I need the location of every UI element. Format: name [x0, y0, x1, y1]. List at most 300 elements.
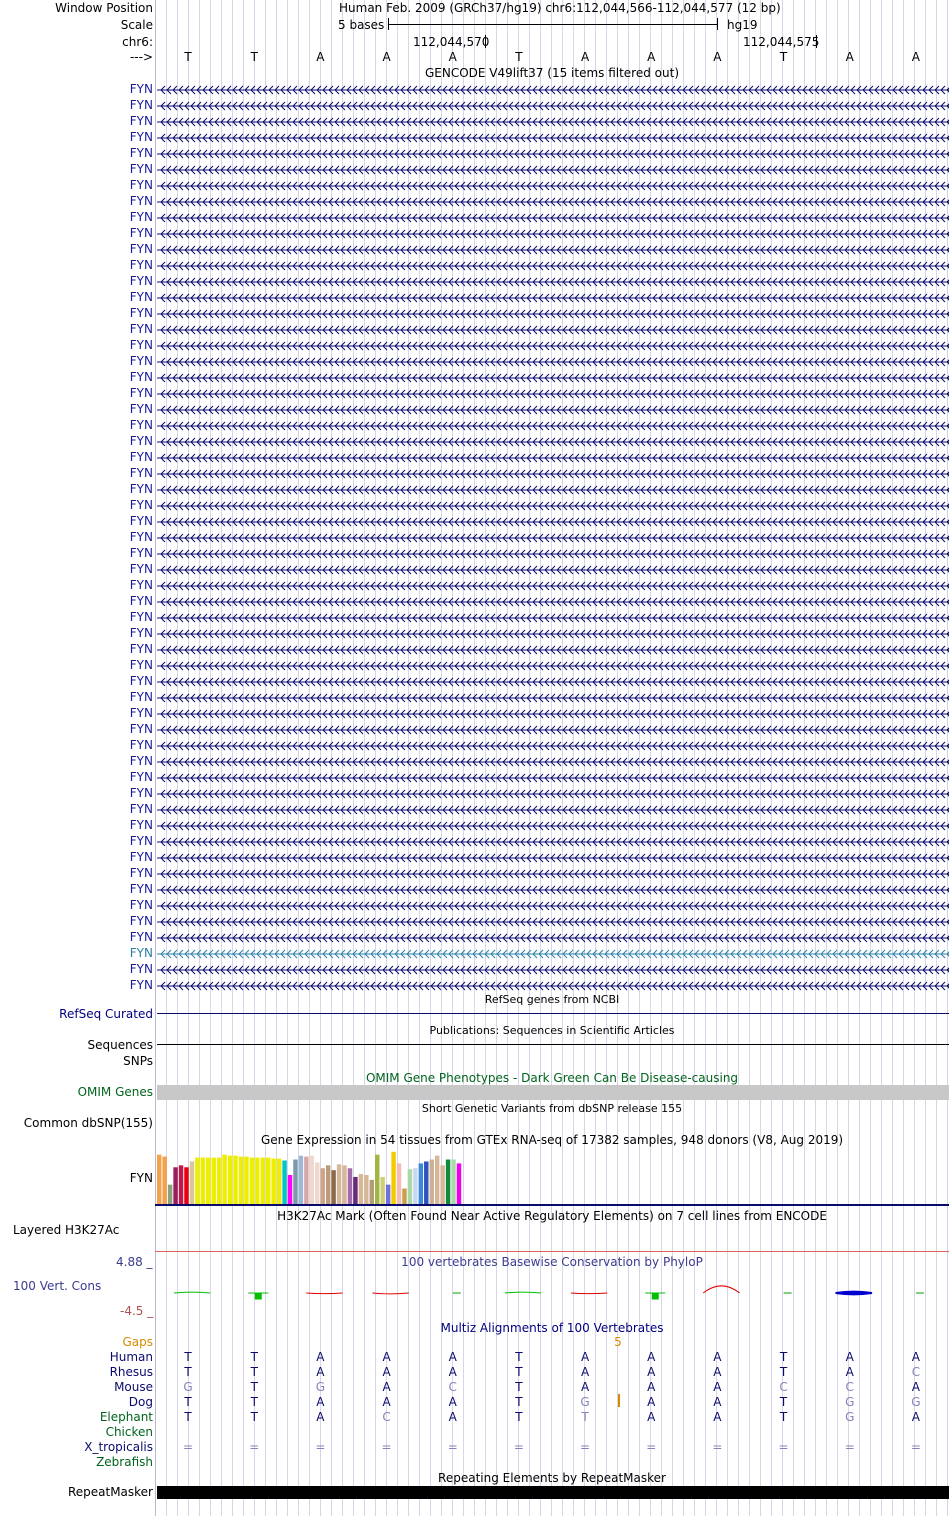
multiz-base: T — [515, 1380, 523, 1394]
gtex-tissue-bar[interactable] — [206, 1158, 210, 1204]
multiz-base: A — [713, 1395, 722, 1409]
multiz-base: A — [382, 1350, 391, 1364]
gencode-transcript[interactable] — [157, 517, 949, 527]
gtex-tissue-bar[interactable] — [321, 1168, 325, 1204]
scale-assembly: hg19 — [727, 18, 758, 32]
gtex-tissue-bar[interactable] — [255, 1158, 259, 1204]
multiz-base: G — [183, 1380, 193, 1394]
transcript-arrows — [157, 789, 949, 799]
gencode-gene-label[interactable]: FYN — [129, 370, 153, 384]
gencode-gene-label[interactable]: FYN — [129, 258, 153, 272]
gtex-tissue-bar[interactable] — [430, 1160, 434, 1204]
gtex-tissue-bar[interactable] — [440, 1165, 444, 1204]
gencode-transcript[interactable] — [157, 261, 949, 271]
gencode-gene-label[interactable]: FYN — [129, 146, 153, 160]
phylop-score-mark[interactable] — [505, 1292, 541, 1293]
gencode-gene-label[interactable]: FYN — [129, 770, 153, 784]
transcript-arrows — [157, 437, 949, 447]
phylop-score-mark[interactable] — [645, 1293, 665, 1299]
scale-bar-right-tick — [717, 18, 718, 30]
multiz-base: T — [779, 1365, 788, 1379]
omim-track-label[interactable]: OMIM Genes — [77, 1085, 153, 1099]
multiz-base: T — [250, 1395, 258, 1409]
gencode-transcript[interactable] — [157, 133, 949, 143]
gencode-gene-label[interactable]: FYN — [129, 834, 153, 848]
gencode-gene-label[interactable]: FYN — [129, 514, 153, 528]
multiz-base: T — [184, 1350, 192, 1364]
multiz-base: A — [316, 1365, 325, 1379]
gencode-transcript[interactable] — [157, 645, 949, 655]
gencode-gene-label[interactable]: FYN — [129, 338, 153, 352]
gtex-tissue-bar[interactable] — [424, 1161, 428, 1204]
gtex-tissue-bar[interactable] — [391, 1152, 395, 1204]
gencode-gene-label[interactable]: FYN — [129, 418, 153, 432]
gtex-tissue-bar[interactable] — [239, 1157, 243, 1204]
gencode-gene-label[interactable]: FYN — [129, 978, 153, 992]
transcript-arrows — [157, 901, 949, 911]
window-position-value: Human Feb. 2009 (GRCh37/hg19) chr6:112,044,566-112,044,577 (12 bp) — [339, 1, 781, 15]
multiz-base: T — [250, 1365, 258, 1379]
gencode-transcript[interactable] — [157, 421, 949, 431]
gencode-transcript[interactable] — [157, 725, 949, 735]
gtex-tissue-bar[interactable] — [413, 1168, 417, 1204]
gencode-transcript[interactable] — [157, 101, 949, 111]
gencode-transcript[interactable] — [157, 981, 949, 991]
window-position-label: Window Position — [55, 1, 153, 15]
gencode-transcript[interactable] — [157, 149, 949, 159]
gtex-tissue-bar[interactable] — [397, 1163, 401, 1204]
publications-track-title[interactable]: Publications: Sequences in Scientific Articles — [429, 1024, 675, 1037]
gtex-tissue-bar[interactable] — [277, 1159, 281, 1204]
transcript-arrows — [157, 645, 949, 655]
multiz-base: A — [845, 1365, 854, 1379]
multiz-species-label[interactable]: Elephant — [99, 1410, 153, 1424]
refseq-track-title[interactable]: RefSeq genes from NCBI — [484, 993, 620, 1006]
gencode-gene-label[interactable]: FYN — [129, 946, 153, 960]
gtex-tissue-bar[interactable] — [446, 1160, 450, 1204]
gtex-tissue-bar[interactable] — [244, 1157, 248, 1204]
gencode-gene-label[interactable]: FYN — [129, 82, 153, 96]
gtex-tissue-bar[interactable] — [451, 1160, 455, 1204]
gencode-transcript[interactable] — [157, 213, 949, 223]
gtex-tissue-bar[interactable] — [162, 1157, 166, 1204]
gtex-tissue-bar[interactable] — [364, 1175, 368, 1204]
multiz-base: = — [381, 1440, 392, 1454]
gtex-expression-chart[interactable] — [155, 1146, 949, 1206]
gencode-gene-label[interactable]: FYN — [129, 274, 153, 288]
multiz-base: T — [184, 1410, 192, 1424]
reference-base: A — [845, 50, 854, 64]
phylop-score-mark[interactable] — [836, 1292, 872, 1295]
gencode-transcript[interactable] — [157, 117, 949, 127]
phylop-track-title[interactable]: 100 vertebrates Basewise Conservation by PhyloP — [401, 1255, 703, 1269]
phylop-score-mark[interactable] — [703, 1286, 739, 1293]
gencode-gene-label[interactable]: FYN — [129, 178, 153, 192]
gencode-transcript[interactable] — [157, 309, 949, 319]
multiz-base: T — [184, 1395, 192, 1409]
multiz-base: A — [713, 1380, 722, 1394]
phylop-score-mark[interactable] — [372, 1293, 408, 1294]
phylop-score-mark[interactable] — [174, 1292, 210, 1293]
gencode-gene-label[interactable]: FYN — [129, 850, 153, 864]
gtex-tissue-bar[interactable] — [435, 1156, 439, 1204]
gencode-gene-label[interactable]: FYN — [129, 114, 153, 128]
gencode-gene-label[interactable]: FYN — [129, 866, 153, 880]
gtex-tissue-bar[interactable] — [222, 1155, 226, 1204]
gencode-transcript[interactable] — [157, 453, 949, 463]
multiz-base: A — [713, 1365, 722, 1379]
multiz-base: A — [580, 1365, 590, 1379]
reference-base: A — [316, 50, 325, 64]
multiz-base: G — [580, 1395, 590, 1409]
reference-base: A — [448, 50, 457, 64]
transcript-arrows — [157, 981, 949, 991]
multiz-species-label[interactable]: X_tropicalis — [84, 1440, 153, 1454]
gencode-gene-label[interactable]: FYN — [129, 450, 153, 464]
gencode-gene-label[interactable]: FYN — [129, 402, 153, 416]
repeatmasker-bar[interactable] — [157, 1486, 949, 1499]
reference-base: T — [779, 50, 788, 64]
gtex-tissue-bar[interactable] — [304, 1157, 308, 1204]
gencode-gene-label[interactable]: FYN — [129, 194, 153, 208]
gencode-transcript[interactable] — [157, 901, 949, 911]
gencode-transcript[interactable] — [157, 357, 949, 367]
transcript-arrows — [157, 869, 949, 879]
transcript-arrows — [157, 373, 949, 383]
multiz-base: G — [315, 1380, 326, 1394]
gtex-tissue-bar[interactable] — [212, 1158, 216, 1204]
gencode-transcript[interactable] — [157, 869, 949, 879]
transcript-arrows — [157, 629, 949, 639]
multiz-base: = — [844, 1440, 855, 1454]
gtex-tissue-bar[interactable] — [282, 1161, 286, 1205]
gencode-transcript[interactable] — [157, 437, 949, 447]
refseq-line[interactable] — [157, 1013, 949, 1014]
multiz-base: A — [845, 1350, 854, 1364]
gencode-gene-label[interactable]: FYN — [129, 498, 153, 512]
gencode-gene-label[interactable]: FYN — [129, 482, 153, 496]
publications-label-sequences[interactable]: Sequences — [87, 1038, 153, 1052]
transcript-arrows — [157, 405, 949, 415]
gencode-transcript[interactable] — [157, 773, 949, 783]
multiz-base: A — [713, 1410, 722, 1424]
gencode-transcript[interactable] — [157, 629, 949, 639]
gtex-tissue-bar[interactable] — [168, 1185, 172, 1204]
transcript-arrows — [157, 469, 949, 479]
multiz-species-label[interactable]: Mouse — [114, 1380, 153, 1394]
multiz-base: A — [911, 1350, 921, 1364]
gencode-gene-label[interactable]: FYN — [129, 738, 153, 752]
gtex-tissue-bar[interactable] — [315, 1162, 319, 1204]
multiz-base: A — [316, 1350, 325, 1364]
transcript-arrows — [157, 885, 949, 895]
gencode-transcript[interactable] — [157, 805, 949, 815]
phylop-conservation-chart[interactable] — [157, 1268, 949, 1318]
gencode-gene-label[interactable]: FYN — [129, 914, 153, 928]
dbsnp-track-label[interactable]: Common dbSNP(155) — [23, 1116, 153, 1130]
gtex-tissue-bar[interactable] — [419, 1163, 423, 1204]
phylop-score-mark[interactable] — [571, 1293, 607, 1294]
gtex-tissue-bar[interactable] — [331, 1170, 335, 1204]
gencode-transcript[interactable] — [157, 933, 949, 943]
multiz-species-label[interactable]: Zebrafish — [96, 1455, 153, 1469]
gencode-transcript[interactable] — [157, 581, 949, 591]
multiz-base: = — [513, 1440, 524, 1454]
gtex-tissue-bar[interactable] — [233, 1156, 237, 1204]
gencode-gene-label[interactable]: FYN — [129, 898, 153, 912]
repeatmasker-track-title[interactable]: Repeating Elements by RepeatMasker — [438, 1471, 666, 1485]
multiz-base: A — [911, 1380, 921, 1394]
gencode-transcript[interactable] — [157, 821, 949, 831]
multiz-base: A — [382, 1380, 391, 1394]
multiz-base: = — [580, 1440, 591, 1454]
gtex-tissue-bar[interactable] — [266, 1158, 270, 1204]
multiz-base: = — [910, 1440, 921, 1454]
gencode-gene-label[interactable]: FYN — [129, 754, 153, 768]
gencode-transcript[interactable] — [157, 693, 949, 703]
gencode-transcript[interactable] — [157, 837, 949, 847]
phylop-track-label[interactable]: 100 Vert. Cons — [13, 1279, 102, 1293]
gencode-track-title[interactable]: GENCODE V49lift37 (15 items filtered out) — [424, 66, 680, 80]
dbsnp-track-title[interactable]: Short Genetic Variants from dbSNP release 155 — [421, 1102, 683, 1115]
gencode-gene-label[interactable]: FYN — [129, 162, 153, 176]
gencode-transcript[interactable] — [157, 949, 949, 959]
multiz-base: T — [250, 1350, 258, 1364]
multiz-base: G — [911, 1395, 921, 1409]
multiz-species-label[interactable]: Human — [109, 1350, 153, 1364]
gencode-transcript[interactable] — [157, 917, 949, 927]
transcript-arrows — [157, 741, 949, 751]
gencode-gene-label[interactable]: FYN — [129, 690, 153, 704]
gencode-transcript[interactable] — [157, 533, 949, 543]
gencode-transcript[interactable] — [157, 757, 949, 767]
transcript-arrows — [157, 229, 949, 239]
gtex-tissue-bar[interactable] — [348, 1168, 352, 1204]
gencode-transcript[interactable] — [157, 549, 949, 559]
gtex-tissue-bar[interactable] — [370, 1180, 374, 1204]
gencode-gene-label[interactable]: FYN — [129, 722, 153, 736]
gtex-tissue-bar[interactable] — [457, 1163, 461, 1204]
gtex-tissue-bar[interactable] — [380, 1177, 384, 1204]
gencode-transcript[interactable] — [157, 277, 949, 287]
gtex-tissue-bar[interactable] — [375, 1155, 379, 1204]
gencode-transcript[interactable] — [157, 325, 949, 335]
gencode-gene-label[interactable]: FYN — [129, 434, 153, 448]
gencode-transcript[interactable] — [157, 501, 949, 511]
gencode-gene-label[interactable]: FYN — [129, 882, 153, 896]
gencode-transcript[interactable] — [157, 677, 949, 687]
multiz-base: T — [250, 1380, 258, 1394]
gtex-tissue-bar[interactable] — [173, 1167, 177, 1204]
transcript-arrows — [157, 533, 949, 543]
multiz-gaps-label[interactable]: Gaps — [122, 1335, 153, 1349]
omim-gene-bar[interactable] — [157, 1085, 949, 1100]
h3k27ac-track-title[interactable]: H3K27Ac Mark (Often Found Near Active Regulatory Elements) on 7 cell lines from ENCODE — [277, 1209, 827, 1223]
gencode-gene-label[interactable]: FYN — [129, 642, 153, 656]
scale-label: Scale — [120, 18, 153, 32]
gencode-gene-label[interactable]: FYN — [129, 242, 153, 256]
phylop-score-mark[interactable] — [306, 1293, 342, 1294]
gtex-tissue-bar[interactable] — [190, 1161, 194, 1204]
gencode-gene-label[interactable]: FYN — [129, 546, 153, 560]
gtex-tissue-bar[interactable] — [359, 1174, 363, 1204]
gtex-tissue-bar[interactable] — [386, 1185, 390, 1204]
gencode-transcript[interactable] — [157, 741, 949, 751]
multiz-base: A — [911, 1410, 921, 1424]
gencode-gene-label[interactable]: FYN — [129, 210, 153, 224]
multiz-base: A — [382, 1365, 391, 1379]
gencode-gene-label[interactable]: FYN — [129, 226, 153, 240]
multiz-base: = — [712, 1440, 723, 1454]
multiz-base: C — [845, 1380, 854, 1394]
gencode-gene-label[interactable]: FYN — [129, 354, 153, 368]
gtex-tissue-bar[interactable] — [201, 1158, 205, 1204]
transcript-arrows — [157, 309, 949, 319]
reference-base: T — [250, 50, 258, 64]
multiz-track-title[interactable]: Multiz Alignments of 100 Vertebrates — [440, 1321, 664, 1335]
gencode-transcript[interactable] — [157, 165, 949, 175]
gencode-transcript[interactable] — [157, 293, 949, 303]
chrom-label: chr6: — [122, 35, 153, 49]
gencode-gene-label[interactable]: FYN — [129, 802, 153, 816]
transcript-arrows — [157, 709, 949, 719]
gencode-gene-label[interactable]: FYN — [129, 930, 153, 944]
gtex-tissue-bar[interactable] — [408, 1169, 412, 1204]
transcript-arrows — [157, 933, 949, 943]
gencode-gene-label[interactable]: FYN — [129, 322, 153, 336]
gencode-transcript[interactable] — [157, 565, 949, 575]
gtex-tissue-bar[interactable] — [402, 1189, 406, 1204]
gencode-transcript[interactable] — [157, 613, 949, 623]
transcript-arrows — [157, 581, 949, 591]
gencode-gene-label[interactable]: FYN — [129, 98, 153, 112]
gencode-transcript[interactable] — [157, 389, 949, 399]
gtex-gene-label[interactable]: FYN — [129, 1171, 153, 1185]
gtex-tissue-bar[interactable] — [157, 1155, 161, 1204]
transcript-arrows — [157, 389, 949, 399]
gtex-tissue-bar[interactable] — [337, 1164, 341, 1204]
gtex-track-title[interactable]: Gene Expression in 54 tissues from GTEx RNA-seq of 17382 samples, 948 donors (V8, Aug 2019) — [260, 1133, 844, 1147]
publications-label-snps[interactable]: SNPs — [123, 1054, 153, 1068]
transcript-arrows — [157, 565, 949, 575]
h3k27ac-track-label[interactable]: Layered H3K27Ac — [13, 1223, 120, 1237]
refseq-track-label[interactable]: RefSeq Curated — [59, 1007, 153, 1021]
multiz-base: A — [580, 1350, 590, 1364]
gencode-gene-label[interactable]: FYN — [129, 610, 153, 624]
phylop-score-mark[interactable] — [248, 1293, 268, 1299]
transcript-arrows — [157, 501, 949, 511]
gtex-tissue-bar[interactable] — [353, 1177, 357, 1204]
gencode-transcript[interactable] — [157, 245, 949, 255]
gencode-transcript[interactable] — [157, 885, 949, 895]
reference-base: A — [647, 50, 656, 64]
gencode-gene-label[interactable]: FYN — [129, 658, 153, 672]
multiz-base: G — [845, 1395, 855, 1409]
gtex-tissue-bar[interactable] — [271, 1159, 275, 1204]
transcript-arrows — [157, 101, 949, 111]
gencode-transcript[interactable] — [157, 597, 949, 607]
gencode-gene-label[interactable]: FYN — [129, 130, 153, 144]
multiz-base: A — [647, 1395, 656, 1409]
gencode-transcript[interactable] — [157, 485, 949, 495]
multiz-base: A — [647, 1380, 656, 1394]
phylop-max-label: 4.88 _ — [116, 1255, 153, 1269]
gencode-transcript[interactable] — [157, 853, 949, 863]
transcript-arrows — [157, 693, 949, 703]
multiz-base: = — [315, 1440, 326, 1454]
gtex-tissue-bar[interactable] — [184, 1167, 188, 1204]
repeatmasker-track-label[interactable]: RepeatMasker — [67, 1485, 153, 1499]
gtex-tissue-bar[interactable] — [326, 1165, 330, 1204]
multiz-base: T — [779, 1395, 788, 1409]
gencode-gene-label[interactable]: FYN — [129, 626, 153, 640]
gencode-gene-label[interactable]: FYN — [129, 466, 153, 480]
multiz-base: T — [184, 1365, 192, 1379]
multiz-species-label[interactable]: Dog — [128, 1395, 153, 1409]
gencode-transcript[interactable] — [157, 341, 949, 351]
gtex-tissue-bar[interactable] — [288, 1175, 292, 1204]
transcript-arrows — [157, 613, 949, 623]
gencode-gene-label[interactable]: FYN — [129, 562, 153, 576]
transcript-arrows — [157, 805, 949, 815]
multiz-base: T — [779, 1350, 788, 1364]
gencode-transcript[interactable] — [157, 405, 949, 415]
gencode-gene-label[interactable]: FYN — [129, 306, 153, 320]
gencode-gene-label[interactable]: FYN — [129, 962, 153, 976]
gtex-tissue-bar[interactable] — [293, 1160, 297, 1204]
multiz-species-label[interactable]: Chicken — [105, 1425, 153, 1439]
gencode-transcript[interactable] — [157, 469, 949, 479]
omim-track-title[interactable]: OMIM Gene Phenotypes - Dark Green Can Be Disease-causing — [365, 1071, 739, 1085]
gencode-transcript[interactable] — [157, 181, 949, 191]
gencode-gene-label[interactable]: FYN — [129, 530, 153, 544]
gencode-gene-label[interactable]: FYN — [129, 786, 153, 800]
gencode-transcript[interactable] — [157, 661, 949, 671]
gencode-transcript[interactable] — [157, 85, 949, 95]
gencode-transcript[interactable] — [157, 197, 949, 207]
transcript-arrows — [157, 661, 949, 671]
transcript-arrows — [157, 149, 949, 159]
gencode-gene-label[interactable]: FYN — [129, 386, 153, 400]
gencode-gene-label[interactable]: FYN — [129, 706, 153, 720]
gtex-tissue-bar[interactable] — [195, 1158, 199, 1204]
gencode-gene-label[interactable]: FYN — [129, 290, 153, 304]
gtex-tissue-bar[interactable] — [342, 1165, 346, 1204]
gencode-gene-label[interactable]: FYN — [129, 578, 153, 592]
transcript-arrows — [157, 485, 949, 495]
gtex-tissue-bar[interactable] — [228, 1156, 232, 1204]
gtex-tissue-bar[interactable] — [299, 1156, 303, 1204]
publications-line[interactable] — [157, 1044, 949, 1045]
gencode-transcript[interactable] — [157, 373, 949, 383]
multiz-species-label[interactable]: Rhesus — [109, 1365, 153, 1379]
gtex-tissue-bar[interactable] — [310, 1156, 314, 1204]
transcript-arrows — [157, 725, 949, 735]
gtex-tissue-bar[interactable] — [250, 1158, 254, 1204]
multiz-base: = — [249, 1440, 260, 1454]
gencode-gene-label[interactable]: FYN — [129, 818, 153, 832]
gtex-tissue-bar[interactable] — [217, 1158, 221, 1204]
gencode-transcript[interactable] — [157, 789, 949, 799]
gencode-gene-label[interactable]: FYN — [129, 674, 153, 688]
gencode-transcript[interactable] — [157, 229, 949, 239]
gencode-transcript[interactable] — [157, 709, 949, 719]
gtex-tissue-bar[interactable] — [179, 1165, 183, 1204]
gtex-tissue-bar[interactable] — [261, 1158, 265, 1204]
gencode-gene-label[interactable]: FYN — [129, 594, 153, 608]
gencode-transcript[interactable] — [157, 965, 949, 975]
h3k27ac-signal-line[interactable] — [155, 1251, 949, 1252]
